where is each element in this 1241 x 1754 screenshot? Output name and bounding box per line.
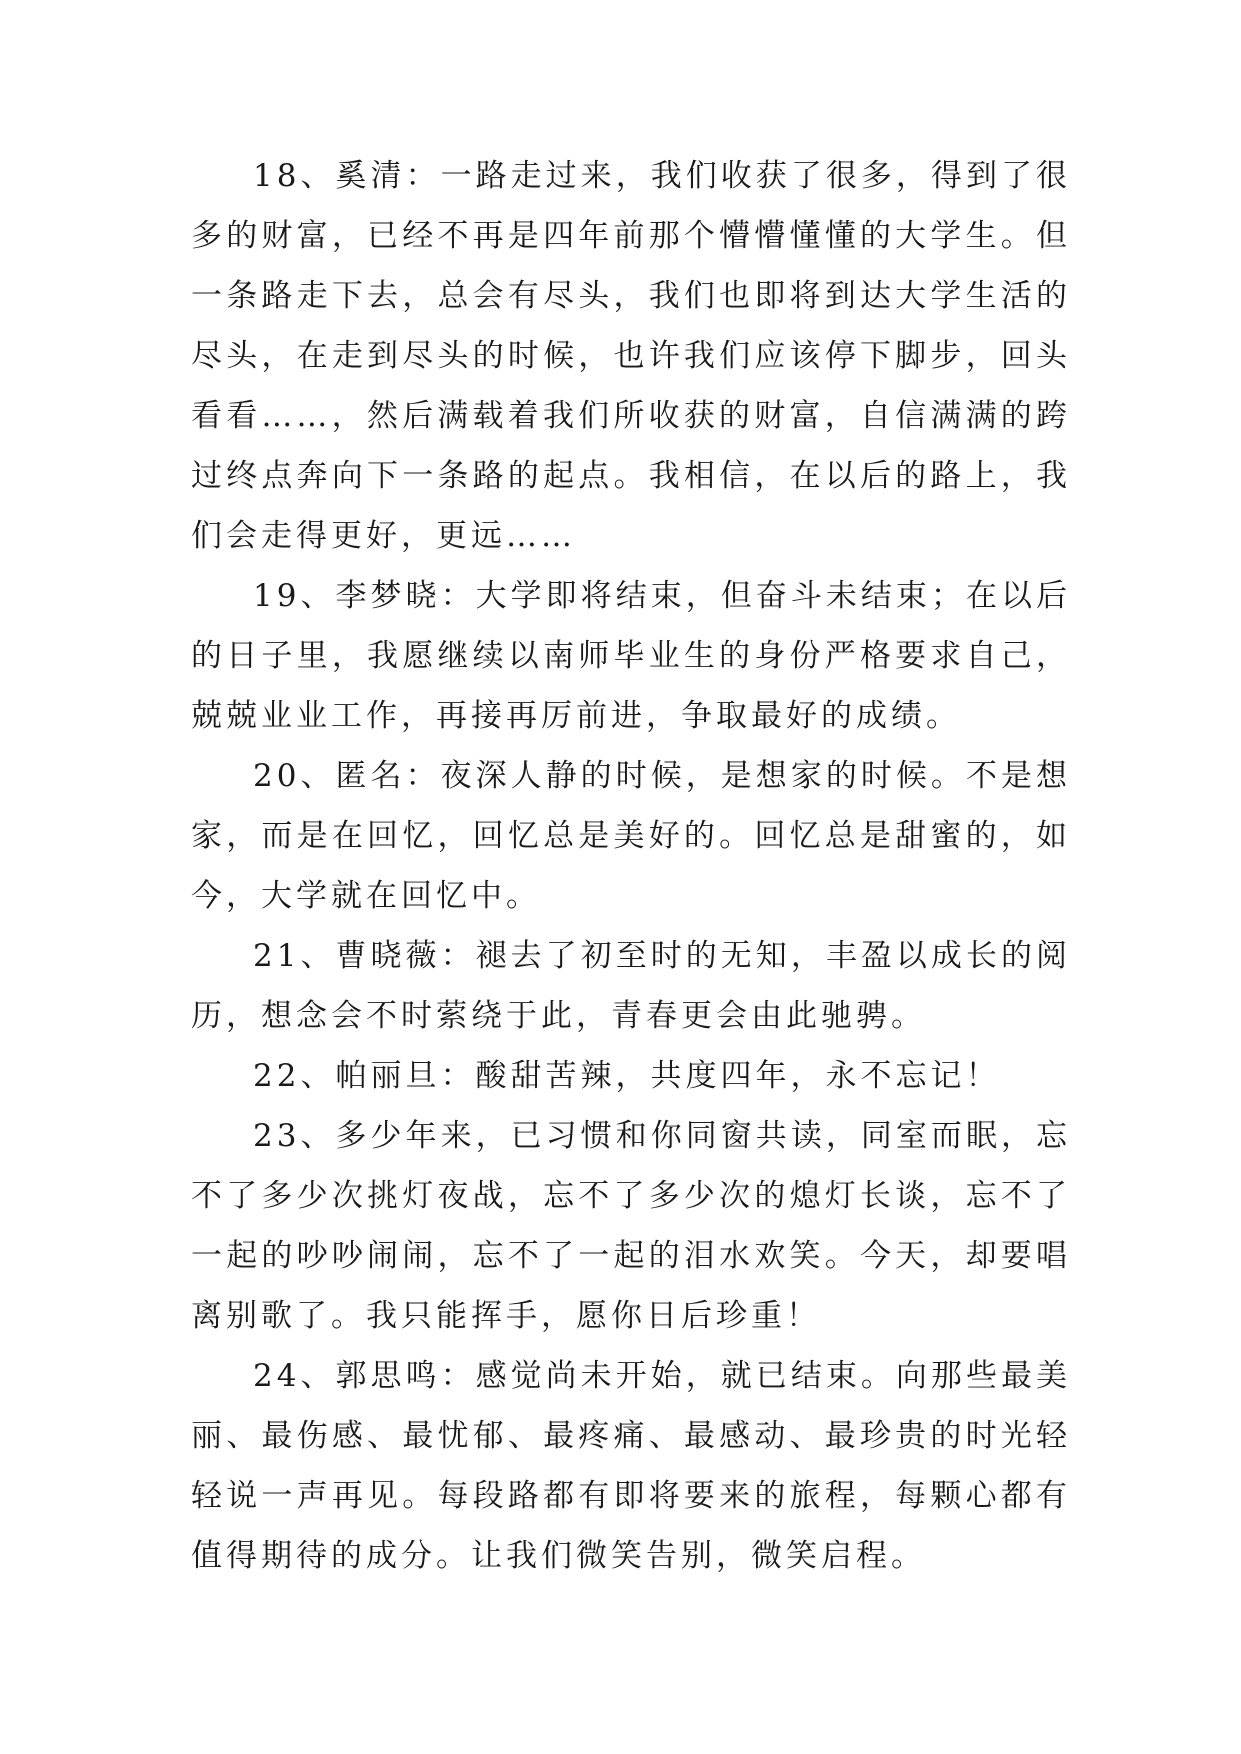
paragraph-19: 19、李梦晓：大学即将结束，但奋斗未结束；在以后的日子里，我愿继续以南师毕业生的身份严格要求自己，兢兢业业工作，再接再厉前进，争取最好的成绩。 [191, 578, 1071, 734]
paragraph-24: 24、郭思鸣：感觉尚未开始，就已结束。向那些最美丽、最伤感、最忧郁、最疼痛、最感动、最珍贵的时光轻轻说一声再见。每段路都有即将要来的旅程，每颗心都有值得期待的成分。让我们微笑告别，微笑启程。 [191, 1358, 1071, 1574]
document-body [191, 146, 1071, 1586]
paragraph-23: 23、多少年来，已习惯和你同窗共读，同室而眠，忘不了多少次挑灯夜战，忘不了多少次的熄灯长谈，忘不了一起的吵吵闹闹，忘不了一起的泪水欢笑。今天，却要唱离别歌了。我只能挥手，愿你日后珍重！ [191, 1118, 1071, 1334]
paragraph-21: 21、曹晓薇：褪去了初至时的无知，丰盈以成长的阅历，想念会不时萦绕于此，青春更会由此驰骋。 [191, 938, 1071, 1034]
paragraph-20: 20、匿名：夜深人静的时候，是想家的时候。不是想家，而是在回忆，回忆总是美好的。回忆总是甜蜜的，如今，大学就在回忆中。 [191, 758, 1071, 914]
paragraph-22: 22、帕丽旦：酸甜苦辣，共度四年，永不忘记！ [253, 1058, 1001, 1094]
paragraph-18: 18、奚清：一路走过来，我们收获了很多，得到了很多的财富，已经不再是四年前那个懵懵懂懂的大学生。但一条路走下去，总会有尽头，我们也即将到达大学生活的尽头，在走到尽头的时候，也许我们应该停下脚步，回头看看……，然后满载着我们所收获的财富，自信满满的跨过终点奔向下一条路的起点。我相信，在以后的路上，我们会走得更好，更远…… [191, 158, 1071, 554]
